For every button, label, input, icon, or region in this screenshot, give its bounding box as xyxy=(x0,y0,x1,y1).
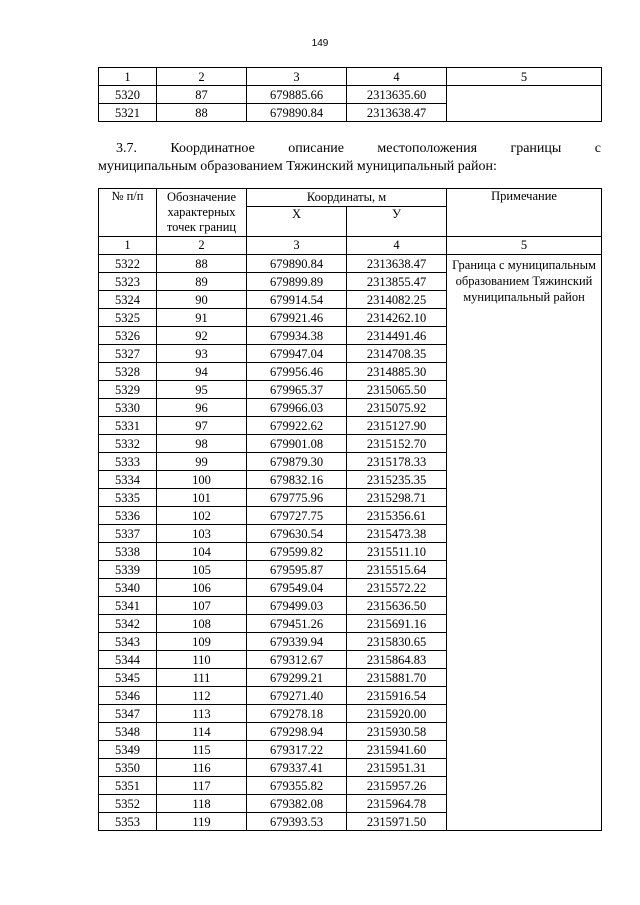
point-label: 101 xyxy=(157,489,247,507)
coord-x: 679879.30 xyxy=(247,453,347,471)
point-index: 5330 xyxy=(99,399,157,417)
header-row xyxy=(99,189,602,207)
point-label: 111 xyxy=(157,669,247,687)
coord-y: 2314262.10 xyxy=(347,309,447,327)
point-label: 106 xyxy=(157,579,247,597)
point-index: 5353 xyxy=(99,813,157,831)
coord-y: 2315964.78 xyxy=(347,795,447,813)
coord-x: 679549.04 xyxy=(247,579,347,597)
point-index: 5323 xyxy=(99,273,157,291)
coord-x: 679599.82 xyxy=(247,543,347,561)
point-index: 5344 xyxy=(99,651,157,669)
header-x: X xyxy=(247,207,347,237)
point-index: 5340 xyxy=(99,579,157,597)
coord-x: 679914.54 xyxy=(247,291,347,309)
boundary-note: Граница с муниципальным образованием Тяжинский муниципальный район xyxy=(447,255,602,831)
section-heading xyxy=(98,140,601,176)
section-word: с xyxy=(594,141,601,156)
coord-y: 2315511.10 xyxy=(347,543,447,561)
column-number: 3 xyxy=(247,237,347,255)
coord-x: 679832.16 xyxy=(247,471,347,489)
coord-y: 2313638.47 xyxy=(347,255,447,273)
point-label: 109 xyxy=(157,633,247,651)
point-label: 93 xyxy=(157,345,247,363)
coord-y: 2315691.16 xyxy=(347,615,447,633)
coord-y: 2315356.61 xyxy=(347,507,447,525)
point-label: 118 xyxy=(157,795,247,813)
point-label: 95 xyxy=(157,381,247,399)
continuation-table xyxy=(98,67,602,122)
point-label: 87 xyxy=(157,86,247,104)
coord-x: 679890.84 xyxy=(247,104,347,122)
coord-x: 679339.94 xyxy=(247,633,347,651)
coord-x: 679901.08 xyxy=(247,435,347,453)
coord-x: 679965.37 xyxy=(247,381,347,399)
point-index: 5342 xyxy=(99,615,157,633)
coord-x: 679727.75 xyxy=(247,507,347,525)
coord-y: 2315971.50 xyxy=(347,813,447,831)
coord-y: 2315830.65 xyxy=(347,633,447,651)
point-index: 5333 xyxy=(99,453,157,471)
coord-y: 2315941.60 xyxy=(347,741,447,759)
coord-x: 679451.26 xyxy=(247,615,347,633)
coord-x: 679947.04 xyxy=(247,345,347,363)
point-label: 104 xyxy=(157,543,247,561)
coord-x: 679922.62 xyxy=(247,417,347,435)
coord-x: 679299.21 xyxy=(247,669,347,687)
point-index: 5327 xyxy=(99,345,157,363)
coord-y: 2315930.58 xyxy=(347,723,447,741)
header-coordinates: Координаты, м xyxy=(247,189,447,207)
coord-x: 679499.03 xyxy=(247,597,347,615)
page-number: 149 xyxy=(311,38,329,49)
table-row xyxy=(99,255,602,273)
point-index: 5345 xyxy=(99,669,157,687)
column-number: 1 xyxy=(99,68,157,86)
coord-x: 679890.84 xyxy=(247,255,347,273)
coord-y: 2315152.70 xyxy=(347,435,447,453)
column-number-row xyxy=(99,237,602,255)
point-index: 5337 xyxy=(99,525,157,543)
coord-y: 2315864.83 xyxy=(347,651,447,669)
coord-x: 679595.87 xyxy=(247,561,347,579)
point-label: 94 xyxy=(157,363,247,381)
point-label: 98 xyxy=(157,435,247,453)
header-y: У xyxy=(347,207,447,237)
point-label: 119 xyxy=(157,813,247,831)
coord-x: 679278.18 xyxy=(247,705,347,723)
point-index: 5320 xyxy=(99,86,157,104)
point-index: 5341 xyxy=(99,597,157,615)
coord-x: 679393.53 xyxy=(247,813,347,831)
section-word: описание xyxy=(288,141,345,156)
column-number: 5 xyxy=(447,237,602,255)
point-label: 96 xyxy=(157,399,247,417)
point-index: 5350 xyxy=(99,759,157,777)
coord-x: 679298.94 xyxy=(247,723,347,741)
coord-x: 679337.41 xyxy=(247,759,347,777)
table-row xyxy=(99,86,602,104)
point-index: 5338 xyxy=(99,543,157,561)
point-label: 107 xyxy=(157,597,247,615)
point-label: 108 xyxy=(157,615,247,633)
point-index: 5332 xyxy=(99,435,157,453)
coord-y: 2315515.64 xyxy=(347,561,447,579)
point-label: 103 xyxy=(157,525,247,543)
coord-y: 2315881.70 xyxy=(347,669,447,687)
coord-y: 2313855.47 xyxy=(347,273,447,291)
point-label: 102 xyxy=(157,507,247,525)
point-index: 5347 xyxy=(99,705,157,723)
coordinates-table xyxy=(98,188,602,831)
point-label: 88 xyxy=(157,104,247,122)
coord-y: 2315957.26 xyxy=(347,777,447,795)
point-index: 5322 xyxy=(99,255,157,273)
coord-y: 2315916.54 xyxy=(347,687,447,705)
point-label: 113 xyxy=(157,705,247,723)
section-number: 3.7. xyxy=(116,141,137,156)
coord-y: 2315127.90 xyxy=(347,417,447,435)
header-point-label: Обозначение характерных точек границ xyxy=(157,189,247,237)
section-word: Координатное xyxy=(170,141,255,156)
coord-y: 2315298.71 xyxy=(347,489,447,507)
point-index: 5339 xyxy=(99,561,157,579)
coord-x: 679934.38 xyxy=(247,327,347,345)
point-index: 5326 xyxy=(99,327,157,345)
coord-y: 2315951.31 xyxy=(347,759,447,777)
point-index: 5351 xyxy=(99,777,157,795)
coord-y: 2314082.25 xyxy=(347,291,447,309)
coord-x: 679630.54 xyxy=(247,525,347,543)
coord-y: 2315920.00 xyxy=(347,705,447,723)
point-label: 110 xyxy=(157,651,247,669)
point-label: 112 xyxy=(157,687,247,705)
column-number: 2 xyxy=(157,68,247,86)
column-number: 4 xyxy=(347,68,447,86)
column-number: 3 xyxy=(247,68,347,86)
point-index: 5348 xyxy=(99,723,157,741)
coord-x: 679271.40 xyxy=(247,687,347,705)
coord-y: 2315572.22 xyxy=(347,579,447,597)
coord-y: 2314885.30 xyxy=(347,363,447,381)
coord-y: 2313638.47 xyxy=(347,104,447,122)
point-index: 5331 xyxy=(99,417,157,435)
coord-y: 2315075.92 xyxy=(347,399,447,417)
point-index: 5335 xyxy=(99,489,157,507)
header-note: Примечание xyxy=(447,189,602,237)
section-heading-line1 xyxy=(98,140,601,158)
coord-x: 679899.89 xyxy=(247,273,347,291)
coord-y: 2314708.35 xyxy=(347,345,447,363)
section-heading-line2: муниципальным образованием Тяжинский муниципальный район: xyxy=(98,159,497,174)
coord-x: 679966.03 xyxy=(247,399,347,417)
point-label: 90 xyxy=(157,291,247,309)
coord-x: 679921.46 xyxy=(247,309,347,327)
section-word: местоположения xyxy=(377,141,478,156)
coord-x: 679885.66 xyxy=(247,86,347,104)
coord-y: 2313635.60 xyxy=(347,86,447,104)
coord-y: 2315235.35 xyxy=(347,471,447,489)
column-number: 1 xyxy=(99,237,157,255)
point-label: 89 xyxy=(157,273,247,291)
header-index: № п/п xyxy=(99,189,157,237)
point-label: 99 xyxy=(157,453,247,471)
coord-y: 2315636.50 xyxy=(347,597,447,615)
coord-y: 2315065.50 xyxy=(347,381,447,399)
point-label: 115 xyxy=(157,741,247,759)
point-index: 5321 xyxy=(99,104,157,122)
point-index: 5325 xyxy=(99,309,157,327)
coord-x: 679317.22 xyxy=(247,741,347,759)
coord-x: 679382.08 xyxy=(247,795,347,813)
coord-x: 679312.67 xyxy=(247,651,347,669)
point-label: 100 xyxy=(157,471,247,489)
point-index: 5343 xyxy=(99,633,157,651)
point-index: 5352 xyxy=(99,795,157,813)
coord-y: 2315473.38 xyxy=(347,525,447,543)
point-label: 114 xyxy=(157,723,247,741)
point-index: 5329 xyxy=(99,381,157,399)
section-word: границы xyxy=(510,141,562,156)
column-number: 4 xyxy=(347,237,447,255)
point-label: 88 xyxy=(157,255,247,273)
point-label: 105 xyxy=(157,561,247,579)
coord-y: 2314491.46 xyxy=(347,327,447,345)
point-label: 116 xyxy=(157,759,247,777)
point-label: 92 xyxy=(157,327,247,345)
point-index: 5324 xyxy=(99,291,157,309)
coord-x: 679956.46 xyxy=(247,363,347,381)
note-cell xyxy=(447,86,602,122)
point-label: 91 xyxy=(157,309,247,327)
column-number: 2 xyxy=(157,237,247,255)
coord-x: 679355.82 xyxy=(247,777,347,795)
point-index: 5349 xyxy=(99,741,157,759)
point-label: 97 xyxy=(157,417,247,435)
coord-y: 2315178.33 xyxy=(347,453,447,471)
point-index: 5334 xyxy=(99,471,157,489)
column-number: 5 xyxy=(447,68,602,86)
point-index: 5336 xyxy=(99,507,157,525)
column-number-row xyxy=(99,68,602,86)
point-index: 5328 xyxy=(99,363,157,381)
point-label: 117 xyxy=(157,777,247,795)
coord-x: 679775.96 xyxy=(247,489,347,507)
point-index: 5346 xyxy=(99,687,157,705)
